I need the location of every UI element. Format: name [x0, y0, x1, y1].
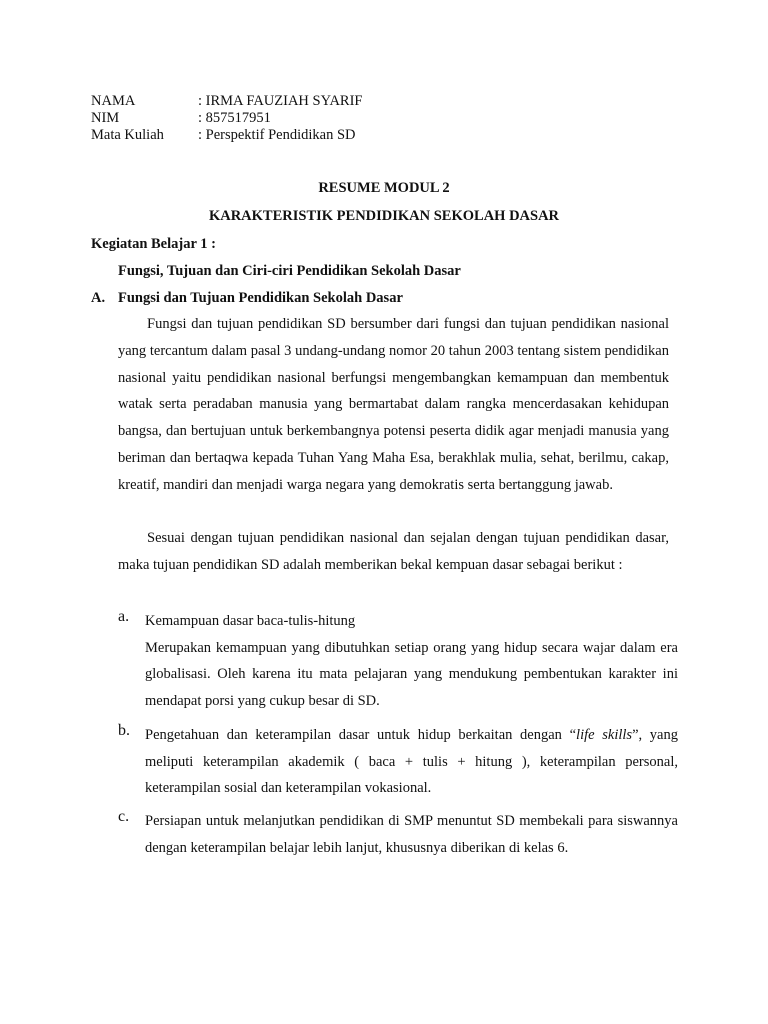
list-item-body	[145, 722, 678, 802]
info-value: : IRMA FAUZIAH SYARIF	[198, 93, 363, 109]
info-value: : Perspektif Pendidikan SD	[198, 127, 356, 143]
paragraph-1-text: Fungsi dan tujuan pendidikan SD bersumber dari fungsi dan tujuan pendidikan nasional yang tercantum dalam pasal 3 undang-undang nomor 20 tahun 2003 tentang sistem pendidikan nasional yaitu pendidikan nasional berfungsi mengembangkan kemampuan dan membentuk watak serta peradaban manusia yang bermartabat dalam rangka mencerdasakan kehidupan bangsa, dan bertujuan untuk berkembangnya potensi peserta didik agar menjadi manusia yang beriman dan bertaqwa kepada Tuhan Yang Maha Esa, berakhlak mulia, sehat, berilmu, cakap, kreatif, mandiri dan menjadi warga negara yang demokratis serta bertanggung jawab.	[118, 316, 669, 493]
list-item-text: Merupakan kemampuan yang dibutuhkan setiap orang yang hidup secara wajar dalam era globalisasi. Oleh karena itu mata pelajaran yang mendukung pembentukan karakter ini mendapat porsi yang cukup besar di SD.	[145, 639, 678, 709]
kegiatan-heading: Kegiatan Belajar 1 :	[91, 236, 216, 252]
life-skills-term: life skills	[576, 727, 633, 743]
paragraph-2	[118, 525, 669, 579]
paragraph-2-text: Sesuai dengan tujuan pendidikan nasional dan sejalan dengan tujuan pendidikan dasar, maka tujuan pendidikan SD adalah memberikan bekal kempuan dasar sebagai berikut :	[118, 530, 669, 573]
info-row-name	[91, 93, 363, 110]
info-row-nim	[91, 110, 363, 127]
list-item-text: Persiapan untuk melanjutkan pendidikan di SMP menuntut SD membekali para siswannya dengan keterampilan belajar lebih lanjut, khususnya diberikan di kelas 6.	[145, 813, 678, 856]
list-item-text-before: Pengetahuan dan keterampilan dasar untuk hidup berkaitan dengan “	[145, 727, 577, 743]
info-label: NAMA	[91, 93, 136, 109]
section-letter: A.	[91, 290, 106, 306]
info-value: : 857517951	[198, 110, 271, 126]
list-marker: a.	[118, 608, 130, 625]
kegiatan-topic: Fungsi, Tujuan dan Ciri-ciri Pendidikan Sekolah Dasar	[118, 263, 461, 279]
info-label: Mata Kuliah	[91, 127, 164, 143]
list-item-heading: Kemampuan dasar baca-tulis-hitung	[145, 613, 356, 629]
student-info	[91, 93, 363, 144]
paragraph-1	[118, 311, 669, 499]
list-item-text-after: ”, yang meliputi keterampilan akademik ( baca + tulis + hitung ), keterampilan personal, keterampilan sosial dan keterampilan vokasional.	[145, 727, 678, 796]
section-a-heading	[91, 290, 403, 307]
info-label: NIM	[91, 110, 120, 126]
list-marker: b.	[118, 722, 130, 739]
info-row-course	[91, 127, 363, 144]
section-title: Fungsi dan Tujuan Pendidikan Sekolah Dasar	[118, 290, 403, 306]
document-title: RESUME MODUL 2	[318, 180, 450, 196]
list-item-body	[145, 808, 678, 861]
list-marker: c.	[118, 808, 130, 825]
list-item-body	[145, 608, 678, 714]
document-subtitle: KARAKTERISTIK PENDIDIKAN SEKOLAH DASAR	[208, 208, 560, 224]
